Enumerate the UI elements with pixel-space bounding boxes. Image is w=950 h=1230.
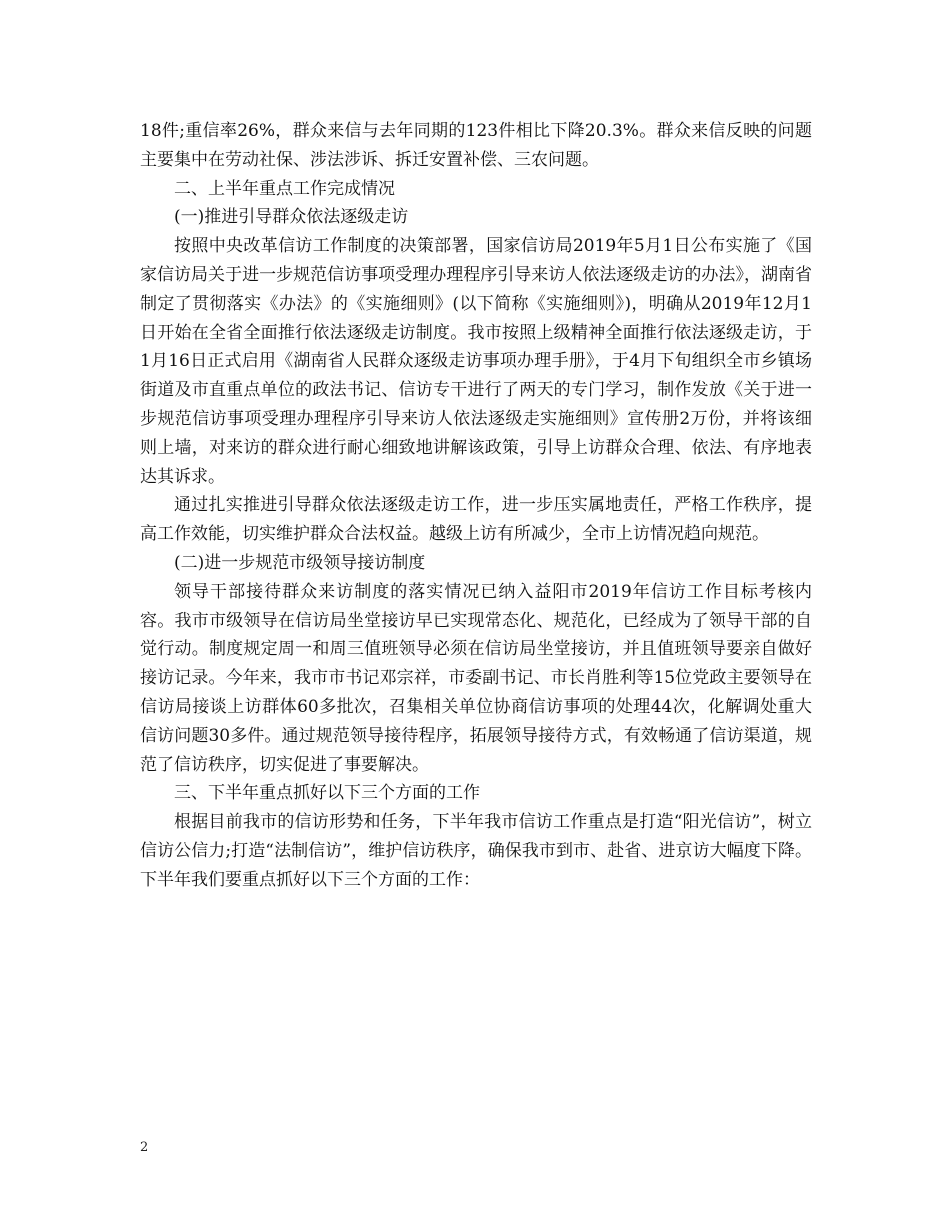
paragraph-graded-visits-result: 通过扎实推进引导群众依法逐级走访工作，进一步压实属地责任，严格工作秩序，提高工作效能，切实维护群众合法权益。越级上访有所减少，全市上访情况趋向规范。 (140, 495, 812, 545)
paragraph-graded-visits: 按照中央改革信访工作制度的决策部署，国家信访局2019年5月1日公布实施了《国家信访局关于进一步规范信访事项受理办理程序引导来访人依法逐级走访的办法》，湖南省制定了贯彻落实《办法》的《实施细则》(以下简称《实施细则》)，明确从2019年12月1日开始在全省全面推行依法逐级走访制度。我市按照上级精神全面推行依法逐级走访，于1月16日正式启用《湖南省人民群众逐级走访事项办理手册》，于4月下旬组织全市乡镇场街道及市直重点单位的政法书记、信访专干进行了两天的专门学习，制作发放《关于进一步规范信访事项受理办理程序引导来访人依法逐级走实施细则》宣传册2万份，并将该细则上墙，对来访的群众进行耐心细致地讲解该政策，引导上访群众合理、依法、有序地表达其诉求。 (140, 236, 812, 487)
paragraph-second-half-plan: 根据目前我市的信访形势和任务，下半年我市信访工作重点是打造“阳光信访”，树立信访公信力;打造“法制信访”，维护信访秩序，确保我市到市、赴省、进京访大幅度下降。下半年我们要重点抓好以下三个方面的工作： (140, 812, 812, 890)
page-number: 2 (140, 1140, 149, 1155)
paragraph-leader-reception: 领导干部接待群众来访制度的落实情况已纳入益阳市2019年信访工作目标考核内容。我市市级领导在信访局坐堂接访早已实现常态化、规范化，已经成为了领导干部的自觉行动。制度规定周一和周三值班领导必须在信访局坐堂接访，并且值班领导要亲自做好接访记录。今年来，我市市书记邓宗祥，市委副书记、市长肖胜利等15位党政主要领导在信访局接谈上访群体60多批次，召集相关单位协商信访事项的处理44次，化解调处重大信访问题30多件。通过规范领导接待程序，拓展领导接待方式，有效畅通了信访渠道，规范了信访秩序，切实促进了事要解决。 (140, 581, 812, 775)
subheading-2-1: (一)推进引导群众依法逐级走访 (174, 207, 409, 228)
heading-section-3: 三、下半年重点抓好以下三个方面的工作 (174, 783, 480, 804)
subheading-2-2: (二)进一步规范市级领导接访制度 (174, 552, 426, 573)
heading-section-2: 二、上半年重点工作完成情况 (174, 178, 395, 199)
document-body (140, 117, 812, 895)
paragraph-complaint-stats: 18件;重信率26%，群众来信与去年同期的123件相比下降20.3%。群众来信反映的问题主要集中在劳动社保、涉法涉诉、拆迁安置补偿、三农问题。 (140, 121, 812, 170)
